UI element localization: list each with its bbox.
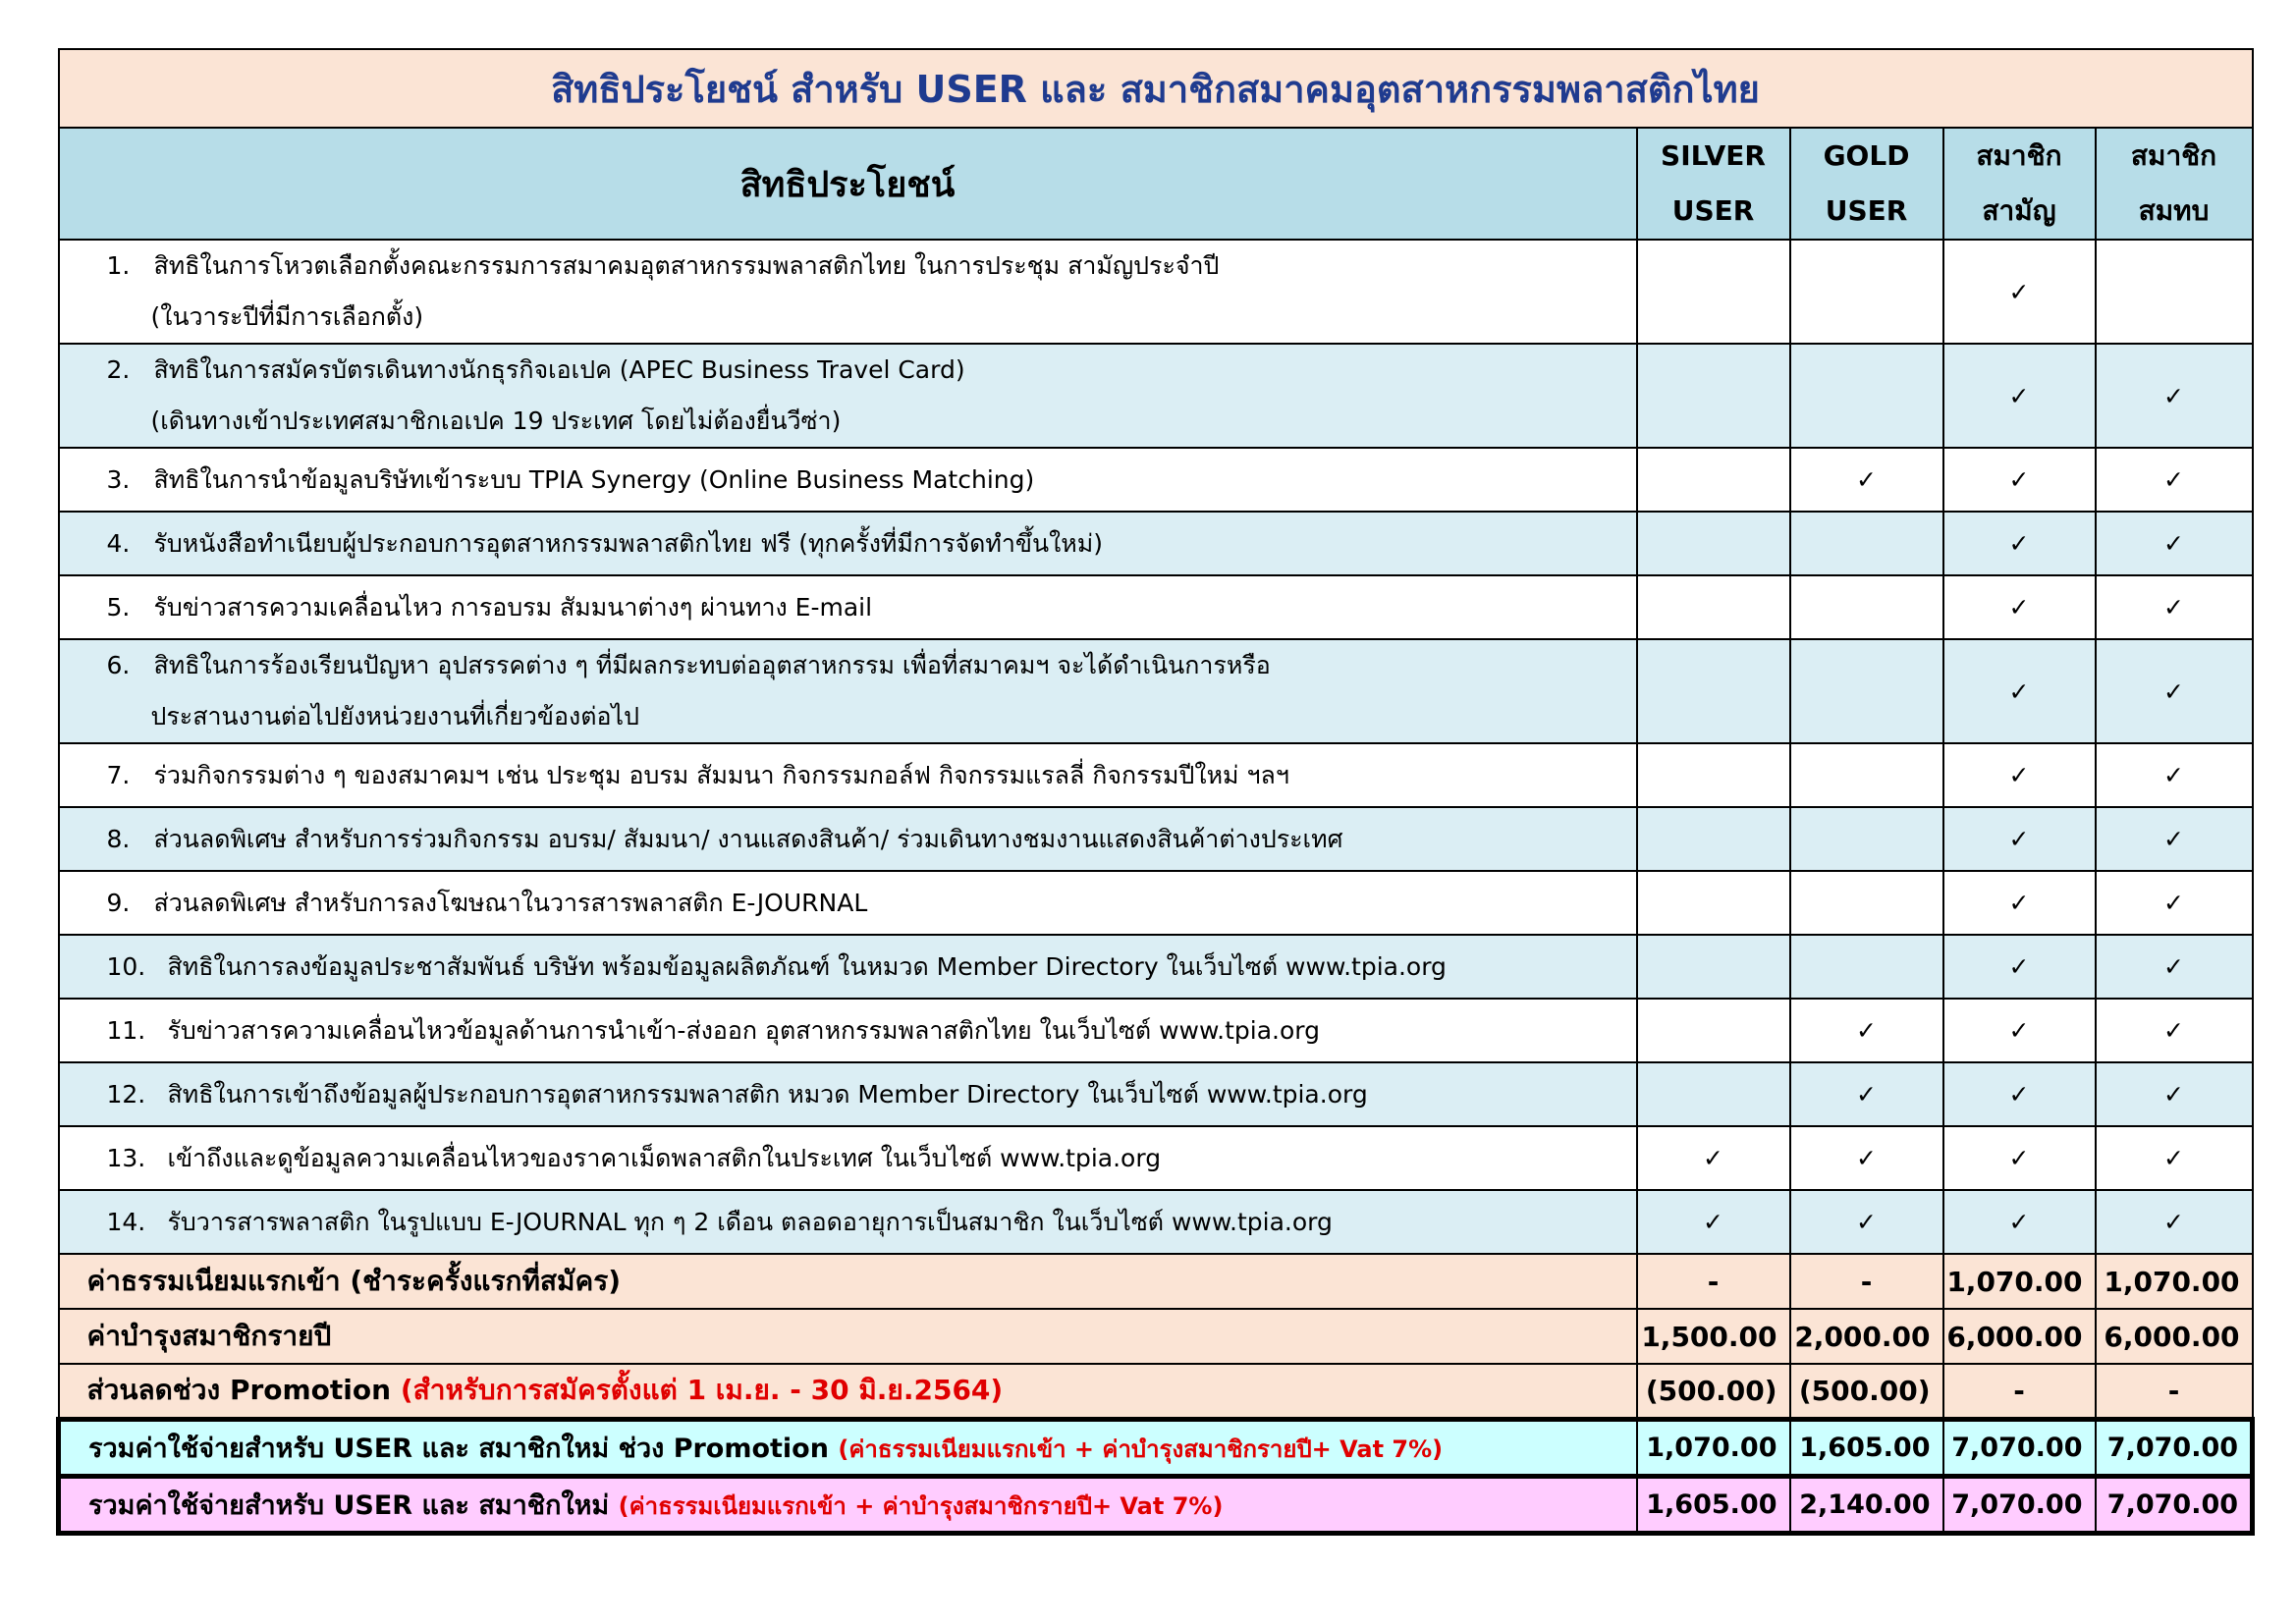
check-mark-icon: ✓ — [2163, 825, 2184, 853]
benefit-number: 10. — [106, 951, 146, 981]
check-mark-icon: ✓ — [2008, 1080, 2030, 1109]
header-line2: สมทบ — [2138, 194, 2210, 227]
check-mark-icon: ✓ — [1856, 1080, 1877, 1109]
eligibility-cell — [2096, 575, 2253, 639]
header-benefit: สิทธิประโยชน์ — [59, 128, 1637, 240]
eligibility-cell — [1943, 999, 2096, 1062]
check-mark-icon: ✓ — [2163, 465, 2184, 494]
fee-value: (500.00) — [1790, 1364, 1943, 1419]
benefit-number: 6. — [106, 651, 131, 679]
fee-value: 1,070.00 — [1943, 1254, 2096, 1309]
eligibility-cell — [2096, 240, 2253, 344]
check-mark-icon: ✓ — [2163, 761, 2184, 789]
benefit-text: ร่วมกิจกรรมต่าง ๆ ของสมาคมฯ เช่น ประชุม อบรม สัมมนา กิจกรรมกอล์ฟ กิจกรรมแรลลี่ กิจกรรมปีใหม่ ฯลฯ — [153, 760, 1289, 789]
check-mark-icon: ✓ — [2008, 1144, 2030, 1172]
check-mark-icon: ✓ — [2163, 889, 2184, 917]
benefit-text-line2: (ในวาระปีที่มีการเลือกตั้ง) — [150, 302, 424, 331]
total-formula-note: (ค่าธรรมเนียมแรกเข้า + ค่าบำรุงสมาชิกรายปี+ Vat 7%) — [838, 1435, 1444, 1463]
benefit-text: สิทธิในการร้องเรียนปัญหา อุปสรรคต่าง ๆ ที่มีผลกระทบต่ออุตสาหกรรม เพื่อที่สมาคมฯ จะได้ดำเนินการหรือ — [153, 651, 1271, 679]
title-row — [59, 49, 2253, 128]
header-line2: สามัญ — [1982, 194, 2056, 227]
page-title: สิทธิประโยชน์ สำหรับ USER และ สมาชิกสมาคมอุตสาหกรรมพลาสติกไทย — [59, 49, 2253, 128]
check-mark-icon: ✓ — [2163, 593, 2184, 622]
total-row — [59, 1476, 2253, 1533]
eligibility-cell — [1943, 575, 2096, 639]
check-mark-icon: ✓ — [2008, 277, 2030, 306]
total-value: 1,070.00 — [1637, 1419, 1790, 1476]
fee-value: - — [1637, 1254, 1790, 1309]
check-mark-icon: ✓ — [2163, 1016, 2184, 1045]
eligibility-cell — [1637, 1190, 1790, 1254]
eligibility-cell — [2096, 639, 2253, 743]
eligibility-cell — [1637, 639, 1790, 743]
eligibility-cell — [1790, 1062, 1943, 1126]
benefit-text: ส่วนลดพิเศษ สำหรับการร่วมกิจกรรม อบรม/ สัมมนา/ งานแสดงสินค้า/ ร่วมเดินทางชมงานแสดงสินค้าต่างประเทศ — [153, 824, 1343, 853]
benefit-text: รับหนังสือทำเนียบผู้ประกอบการอุตสาหกรรมพลาสติกไทย ฟรี (ทุกครั้งที่มีการจัดทำขึ้นใหม่) — [153, 528, 1103, 558]
eligibility-cell — [1790, 639, 1943, 743]
check-mark-icon: ✓ — [2163, 529, 2184, 558]
check-mark-icon: ✓ — [2163, 1080, 2184, 1109]
benefit-number: 13. — [106, 1143, 146, 1172]
total-label-cell — [59, 1476, 1637, 1533]
promotion-period-note: (สำหรับการสมัครตั้งแต่ 1 เม.ย. - 30 มิ.ย.2564) — [400, 1374, 1004, 1407]
check-mark-icon: ✓ — [2163, 1208, 2184, 1236]
benefit-row — [59, 344, 2253, 448]
promotion-label-cell — [59, 1364, 1637, 1419]
benefit-row — [59, 1126, 2253, 1190]
benefit-text: รับวารสารพลาสติก ในรูปแบบ E-JOURNAL ทุก ๆ 2 เดือน ตลอดอายุการเป็นสมาชิก ในเว็บไซต์ www.tpia.org — [167, 1207, 1333, 1236]
benefit-description — [59, 344, 1637, 448]
benefit-description — [59, 807, 1637, 871]
benefit-number: 5. — [106, 592, 131, 622]
benefit-description — [59, 1062, 1637, 1126]
benefit-description — [59, 448, 1637, 512]
eligibility-cell — [1637, 999, 1790, 1062]
fee-label: ค่าบำรุงสมาชิกรายปี — [59, 1309, 1637, 1364]
benefit-number: 1. — [106, 251, 131, 280]
benefit-description — [59, 871, 1637, 935]
fee-value: - — [1790, 1254, 1943, 1309]
check-mark-icon: ✓ — [1703, 1208, 1723, 1236]
check-mark-icon: ✓ — [2008, 593, 2030, 622]
eligibility-cell — [1637, 344, 1790, 448]
total-label: รวมค่าใช้จ่ายสำหรับ USER และ สมาชิกใหม่ ช่วง Promotion — [88, 1433, 839, 1464]
eligibility-cell — [1943, 344, 2096, 448]
header-gold-user — [1790, 128, 1943, 240]
promotion-discount-row — [59, 1364, 2253, 1419]
benefit-description — [59, 639, 1637, 743]
header-row — [59, 128, 2253, 240]
fee-label: ส่วนลดช่วง Promotion — [86, 1374, 401, 1407]
check-mark-icon: ✓ — [2163, 1144, 2184, 1172]
header-silver-user — [1637, 128, 1790, 240]
eligibility-cell — [1943, 743, 2096, 807]
header-line1: GOLD — [1823, 139, 1910, 172]
eligibility-cell — [1790, 743, 1943, 807]
benefit-description — [59, 240, 1637, 344]
benefits-sheet — [56, 48, 2250, 1536]
check-mark-icon: ✓ — [2008, 761, 2030, 789]
eligibility-cell — [1790, 575, 1943, 639]
total-value: 7,070.00 — [2096, 1419, 2253, 1476]
eligibility-cell — [2096, 999, 2253, 1062]
check-mark-icon: ✓ — [2008, 1016, 2030, 1045]
benefit-description — [59, 1190, 1637, 1254]
benefit-row — [59, 935, 2253, 999]
benefit-row — [59, 512, 2253, 575]
header-line1: สมาชิก — [1976, 139, 2062, 172]
eligibility-cell — [1637, 240, 1790, 344]
fee-value: 1,070.00 — [2096, 1254, 2253, 1309]
eligibility-cell — [1637, 807, 1790, 871]
fee-label: ค่าธรรมเนียมแรกเข้า (ชำระครั้งแรกที่สมัคร) — [59, 1254, 1637, 1309]
fee-value: 1,500.00 — [1637, 1309, 1790, 1364]
benefit-text: สิทธิในการลงข้อมูลประชาสัมพันธ์ บริษัท พร้อมข้อมูลผลิตภัณฑ์ ในหมวด Member Directory ในเว็บไซต์ www.tpia.org — [167, 951, 1447, 981]
fee-value: 2,000.00 — [1790, 1309, 1943, 1364]
check-mark-icon: ✓ — [2008, 381, 2030, 410]
eligibility-cell — [1637, 1062, 1790, 1126]
eligibility-cell — [2096, 1126, 2253, 1190]
total-value: 7,070.00 — [1943, 1419, 2096, 1476]
fee-value: (500.00) — [1637, 1364, 1790, 1419]
eligibility-cell — [1943, 1062, 2096, 1126]
eligibility-cell — [2096, 807, 2253, 871]
benefit-row — [59, 575, 2253, 639]
benefit-description — [59, 575, 1637, 639]
benefit-text: สิทธิในการนำข้อมูลบริษัทเข้าระบบ TPIA Synergy (Online Business Matching) — [153, 464, 1035, 494]
benefit-row — [59, 240, 2253, 344]
total-label-cell — [59, 1419, 1637, 1476]
benefit-number: 2. — [106, 355, 131, 384]
header-line2: USER — [1671, 194, 1755, 227]
benefit-row — [59, 871, 2253, 935]
benefit-text: สิทธิในการสมัครบัตรเดินทางนักธุรกิจเอเปค (APEC Business Travel Card) — [153, 355, 965, 384]
eligibility-cell — [1790, 448, 1943, 512]
eligibility-cell — [1637, 743, 1790, 807]
benefits-table — [56, 48, 2255, 1536]
benefit-description — [59, 743, 1637, 807]
benefit-row — [59, 1062, 2253, 1126]
benefit-text: เข้าถึงและดูข้อมูลความเคลื่อนไหวของราคาเม็ดพลาสติกในประเทศ ในเว็บไซต์ www.tpia.org — [167, 1143, 1162, 1172]
fee-value: 6,000.00 — [1943, 1309, 2096, 1364]
benefit-number: 4. — [106, 528, 131, 558]
benefit-text: สิทธิในการเข้าถึงข้อมูลผู้ประกอบการอุตสาหกรรมพลาสติก หมวด Member Directory ในเว็บไซต์ www.tpia.org — [167, 1079, 1368, 1109]
check-mark-icon: ✓ — [2163, 952, 2184, 981]
benefit-row — [59, 1190, 2253, 1254]
benefit-number: 9. — [106, 888, 131, 917]
eligibility-cell — [1790, 1126, 1943, 1190]
benefit-number: 8. — [106, 824, 131, 853]
eligibility-cell — [2096, 871, 2253, 935]
eligibility-cell — [1790, 935, 1943, 999]
eligibility-cell — [1637, 935, 1790, 999]
check-mark-icon: ✓ — [2008, 825, 2030, 853]
benefit-text: รับข่าวสารความเคลื่อนไหวข้อมูลด้านการนำเข้า-ส่งออก อุตสาหกรรมพลาสติกไทย ในเว็บไซต์ www.tpia.org — [167, 1015, 1320, 1045]
check-mark-icon: ✓ — [2008, 1208, 2030, 1236]
eligibility-cell — [1790, 999, 1943, 1062]
benefit-row — [59, 639, 2253, 743]
header-line2: USER — [1825, 194, 1908, 227]
total-label: รวมค่าใช้จ่ายสำหรับ USER และ สมาชิกใหม่ — [88, 1489, 619, 1521]
total-value: 2,140.00 — [1790, 1476, 1943, 1533]
total-value: 1,605.00 — [1790, 1419, 1943, 1476]
eligibility-cell — [1637, 1126, 1790, 1190]
benefit-number: 7. — [106, 760, 131, 789]
eligibility-cell — [1790, 512, 1943, 575]
benefit-row — [59, 807, 2253, 871]
eligibility-cell — [1637, 448, 1790, 512]
benefit-text-line2: (เดินทางเข้าประเทศสมาชิกเอเปค 19 ประเทศ โดยไม่ต้องยื่นวีซ่า) — [150, 406, 842, 435]
check-mark-icon: ✓ — [2008, 952, 2030, 981]
benefit-description — [59, 1126, 1637, 1190]
eligibility-cell — [1790, 240, 1943, 344]
fee-value: - — [1943, 1364, 2096, 1419]
benefit-number: 12. — [106, 1079, 146, 1109]
header-ordinary-member — [1943, 128, 2096, 240]
fee-value: - — [2096, 1364, 2253, 1419]
check-mark-icon: ✓ — [1856, 1016, 1877, 1045]
check-mark-icon: ✓ — [2008, 529, 2030, 558]
benefit-number: 14. — [106, 1207, 146, 1236]
eligibility-cell — [2096, 935, 2253, 999]
benefit-row — [59, 743, 2253, 807]
benefit-text: รับข่าวสารความเคลื่อนไหว การอบรม สัมมนาต่างๆ ผ่านทาง E-mail — [153, 592, 873, 622]
check-mark-icon: ✓ — [2008, 465, 2030, 494]
total-value: 7,070.00 — [2096, 1476, 2253, 1533]
eligibility-cell — [1943, 639, 2096, 743]
check-mark-icon: ✓ — [1856, 1144, 1877, 1172]
entrance-fee-row — [59, 1254, 2253, 1309]
eligibility-cell — [1637, 575, 1790, 639]
benefit-number: 11. — [106, 1015, 146, 1045]
eligibility-cell — [1943, 807, 2096, 871]
fee-value: 6,000.00 — [2096, 1309, 2253, 1364]
check-mark-icon: ✓ — [1856, 465, 1877, 494]
eligibility-cell — [1943, 512, 2096, 575]
annual-fee-row — [59, 1309, 2253, 1364]
benefit-text: สิทธิในการโหวตเลือกตั้งคณะกรรมการสมาคมอุตสาหกรรมพลาสติกไทย ในการประชุม สามัญประจำปี — [153, 251, 1220, 280]
benefit-text: ส่วนลดพิเศษ สำหรับการลงโฆษณาในวารสารพลาสติก E-JOURNAL — [153, 888, 868, 917]
check-mark-icon: ✓ — [2008, 677, 2030, 706]
check-mark-icon: ✓ — [2163, 677, 2184, 706]
header-line1: สมาชิก — [2130, 139, 2217, 172]
eligibility-cell — [1790, 871, 1943, 935]
eligibility-cell — [2096, 1190, 2253, 1254]
header-associate-member — [2096, 128, 2253, 240]
total-promotion-row — [59, 1419, 2253, 1476]
benefit-row — [59, 448, 2253, 512]
check-mark-icon: ✓ — [1703, 1144, 1723, 1172]
benefit-description — [59, 999, 1637, 1062]
eligibility-cell — [2096, 512, 2253, 575]
check-mark-icon: ✓ — [1856, 1208, 1877, 1236]
benefit-description — [59, 512, 1637, 575]
eligibility-cell — [2096, 743, 2253, 807]
eligibility-cell — [1637, 871, 1790, 935]
eligibility-cell — [2096, 448, 2253, 512]
eligibility-cell — [1943, 935, 2096, 999]
eligibility-cell — [1943, 871, 2096, 935]
total-value: 1,605.00 — [1637, 1476, 1790, 1533]
header-line1: SILVER — [1661, 139, 1766, 172]
check-mark-icon: ✓ — [2008, 889, 2030, 917]
benefit-number: 3. — [106, 464, 131, 494]
total-formula-note: (ค่าธรรมเนียมแรกเข้า + ค่าบำรุงสมาชิกรายปี+ Vat 7%) — [618, 1491, 1224, 1520]
eligibility-cell — [1790, 1190, 1943, 1254]
eligibility-cell — [1943, 240, 2096, 344]
eligibility-cell — [1637, 512, 1790, 575]
total-value: 7,070.00 — [1943, 1476, 2096, 1533]
benefit-description — [59, 935, 1637, 999]
check-mark-icon: ✓ — [2163, 381, 2184, 410]
eligibility-cell — [2096, 1062, 2253, 1126]
eligibility-cell — [1790, 344, 1943, 448]
eligibility-cell — [1943, 1126, 2096, 1190]
eligibility-cell — [1790, 807, 1943, 871]
eligibility-cell — [1943, 448, 2096, 512]
benefit-text-line2: ประสานงานต่อไปยังหน่วยงานที่เกี่ยวข้องต่อไป — [150, 702, 639, 731]
eligibility-cell — [1943, 1190, 2096, 1254]
eligibility-cell — [2096, 344, 2253, 448]
benefit-row — [59, 999, 2253, 1062]
